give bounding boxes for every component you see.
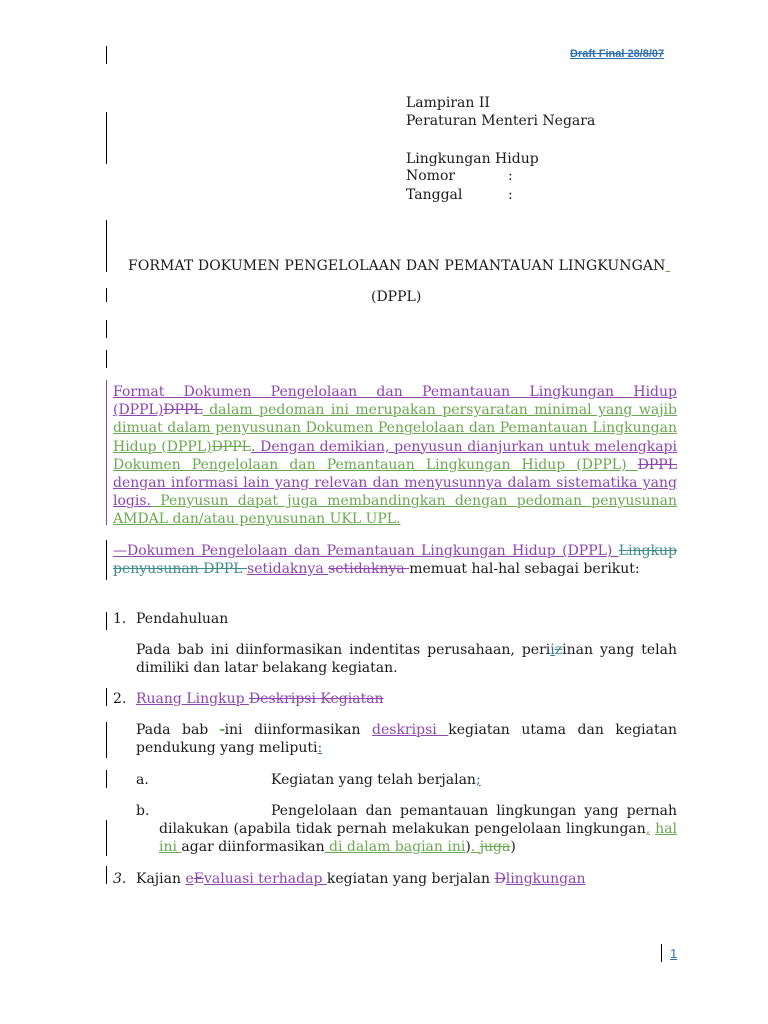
- draft-stamp: Draft Final 28/8/07: [570, 48, 665, 60]
- change-bar: [106, 612, 107, 630]
- header-line-2: Peraturan Menteri Negara: [406, 113, 596, 129]
- nomor-colon: :: [508, 168, 513, 184]
- header-line-1: Lampiran II: [406, 95, 490, 111]
- item-3-title: Kajian eEvaluasi terhadap kegiatan yang berjalan Dlingkungan: [136, 871, 586, 887]
- change-bar: [106, 220, 107, 272]
- item-1-title: Pendahuluan: [136, 611, 229, 627]
- change-bar: [106, 380, 107, 525]
- item-2-title: Ruang Lingkup Deskripsi Kegiatan: [136, 691, 384, 707]
- change-bar: [106, 722, 107, 758]
- scope-paragraph: —Dokumen Pengelolaan dan Pemantauan Lingkungan Hidup (DPPL) Lingkup penyusunan DPPL setidaknya setidaknya memuat hal-hal sebagai berikut:: [113, 543, 677, 578]
- header-tanggal: [406, 186, 513, 204]
- tanggal-colon: :: [508, 187, 513, 203]
- change-bar: [106, 112, 107, 164]
- change-bar: [106, 350, 107, 368]
- item-3-number: 3.: [113, 871, 127, 887]
- document-title: FORMAT DOKUMEN PENGELOLAAN DAN PEMANTAUAN LINGKUNGAN: [128, 258, 666, 274]
- change-bar: [106, 288, 107, 302]
- item-a-label: a.: [136, 772, 149, 788]
- change-bar: [106, 46, 107, 64]
- change-bar: [106, 320, 107, 338]
- item-2-number: 2.: [113, 691, 127, 707]
- item-2-text: Pada bab -ini diinformasikan deskripsi kegiatan utama dan kegiatan pendukung yang meliputi:: [136, 722, 677, 757]
- intro-paragraph: Format Dokumen Pengelolaan dan Pemantauan Lingkungan Hidup (DPPL)DPPL dalam pedoman ini merupakan persyaratan minimal yang wajib dimuat dalam penyusunan Dokumen Pengelolaan dan Pemantauan Lingkungan Hidup (DPPL)DPPL. Dengan demikian, penyusun dianjurkan untuk melengkapi Dokumen Pengelolaan dan Pemantauan Lingkungan Hidup (DPPL) DPPL dengan informasi lain yang relevan dan menyusunnya dalam sistematika yang logis. Penyusun dapat juga membandingkan dengan pedoman penyusunan AMDAL dan/atau penyusunan UKL UPL.: [113, 384, 677, 528]
- item-1-text: Pada bab ini diinformasikan indentitas perusahaan, periizinan yang telah dimiliki dan latar belakang kegiatan.: [136, 642, 677, 677]
- header-line-3: Lingkungan Hidup: [406, 151, 539, 167]
- header-nomor: [406, 167, 513, 185]
- tanggal-label: Tanggal: [406, 187, 463, 203]
- item-b-label: b.: [136, 803, 150, 819]
- item-1-number: 1.: [113, 611, 127, 627]
- document-subtitle: (DPPL): [371, 289, 422, 305]
- change-bar: [106, 540, 107, 580]
- change-bar: [106, 688, 107, 706]
- page-number: 1: [670, 946, 678, 961]
- change-bar: [106, 770, 107, 788]
- item-b-text: Pengelolaan dan pemantauan lingkungan yang pernah dilakukan (apabila tidak pernah melakukan pengelolaan lingkungan, hal ini agar diinformasikan di dalam bagian ini). juga): [159, 803, 677, 856]
- nomor-label: Nomor: [406, 168, 456, 184]
- change-bar: [661, 944, 662, 962]
- item-a-text: Kegiatan yang telah berjalan;: [271, 772, 481, 788]
- change-bar: [106, 866, 107, 884]
- change-bar: [106, 820, 107, 856]
